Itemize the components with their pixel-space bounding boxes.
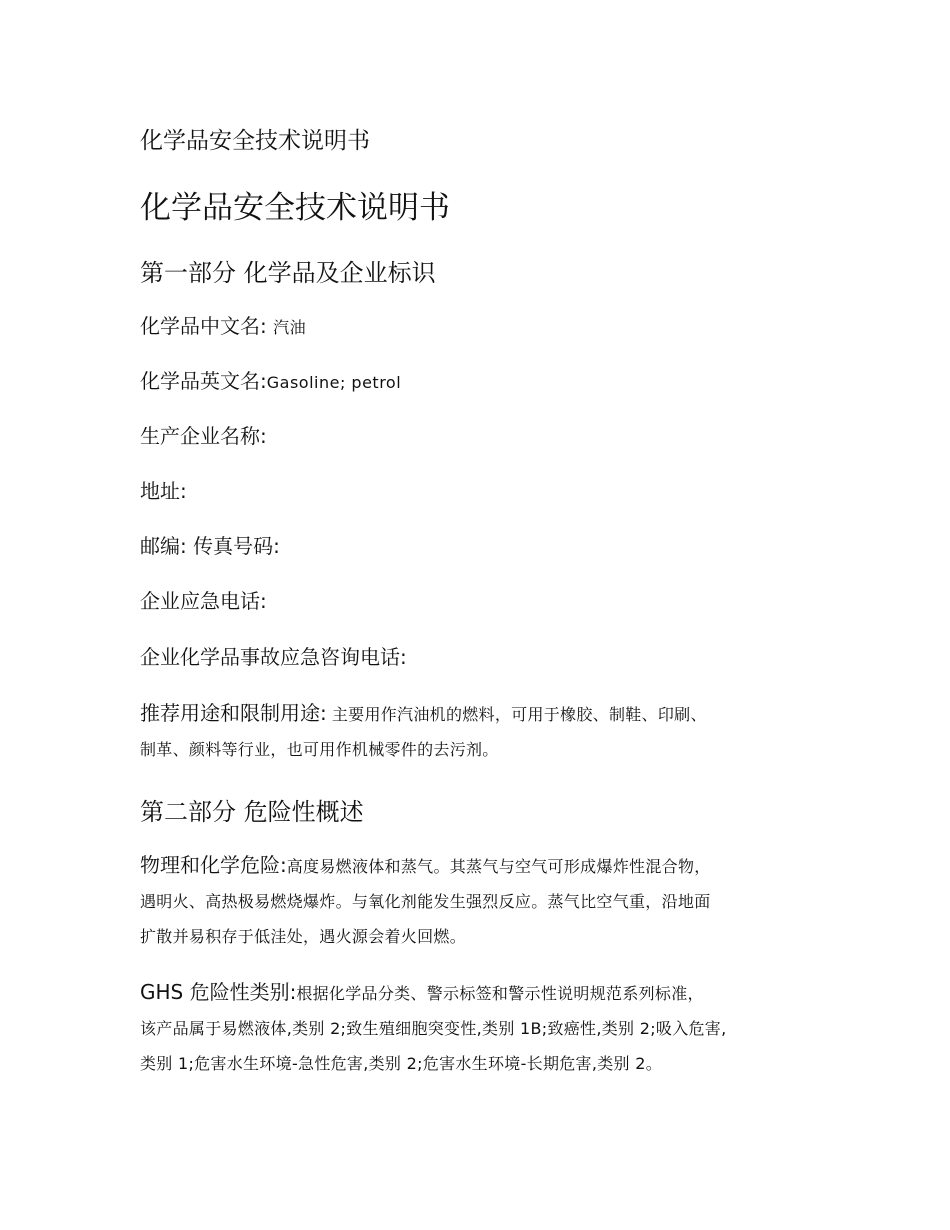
field-ghs-category-label: GHS 危险性类别: — [140, 980, 297, 1004]
field-usage — [140, 696, 830, 767]
section-heading-part2: 第二部分 危险性概述 — [140, 798, 364, 826]
section-heading-part1: 第一部分 化学品及企业标识 — [140, 259, 436, 287]
field-ghs-category — [140, 975, 830, 1081]
field-company-label: 生产企业名称: — [140, 424, 267, 448]
field-emergency-phone — [140, 587, 267, 615]
field-usage-text-line1: 主要用作汽油机的燃料，可用于橡胶、制鞋、印刷、 — [331, 705, 707, 724]
field-cn-name — [140, 312, 306, 342]
field-en-name-value: Gasoline; petrol — [266, 373, 402, 392]
field-company — [140, 422, 267, 450]
field-phys-chem-hazard-line2: 遇明火、高热极易燃烧爆炸。与氧化剂能发生强烈反应。蒸气比空气重，沿地面 — [140, 892, 711, 911]
field-usage-text-line2: 制革、颜料等行业，也可用作机械零件的去污剂。 — [140, 740, 499, 759]
field-phys-chem-hazard-line1: 高度易燃液体和蒸气。其蒸气与空气可形成爆炸性混合物， — [286, 857, 711, 876]
field-emergency-phone-label: 企业应急电话: — [140, 589, 267, 613]
field-postcode-fax-label: 邮编: 传真号码: — [140, 534, 280, 558]
field-ghs-category-line2: 该产品属于易燃液体,类别 2;致生殖细胞突变性,类别 1B;致癌性,类别 2;吸入危害, — [140, 1019, 727, 1038]
field-cn-name-label: 化学品中文名: — [140, 314, 267, 338]
field-phys-chem-hazard-label: 物理和化学危险: — [140, 853, 287, 877]
field-phys-chem-hazard-line3: 扩散并易积存于低洼处，遇火源会着火回燃。 — [140, 927, 467, 946]
field-en-name — [140, 367, 401, 397]
field-consult-phone — [140, 643, 407, 671]
main-title: 化学品安全技术说明书 — [140, 190, 450, 226]
field-ghs-category-line3: 类别 1;危害水生环境-急性危害,类别 2;危害水生环境-长期危害,类别 2。 — [140, 1054, 662, 1073]
field-address — [140, 477, 187, 505]
field-phys-chem-hazard — [140, 848, 830, 954]
field-postcode-fax — [140, 532, 280, 560]
field-en-name-label: 化学品英文名: — [140, 369, 267, 393]
document-header-title: 化学品安全技术说明书 — [140, 128, 370, 154]
field-consult-phone-label: 企业化学品事故应急咨询电话: — [140, 645, 407, 669]
field-ghs-category-line1: 根据化学品分类、警示标签和警示性说明规范系列标准， — [296, 984, 704, 1003]
field-usage-label: 推荐用途和限制用途: — [140, 701, 327, 725]
field-cn-name-value: 汽油 — [273, 318, 307, 337]
field-address-label: 地址: — [140, 479, 187, 503]
